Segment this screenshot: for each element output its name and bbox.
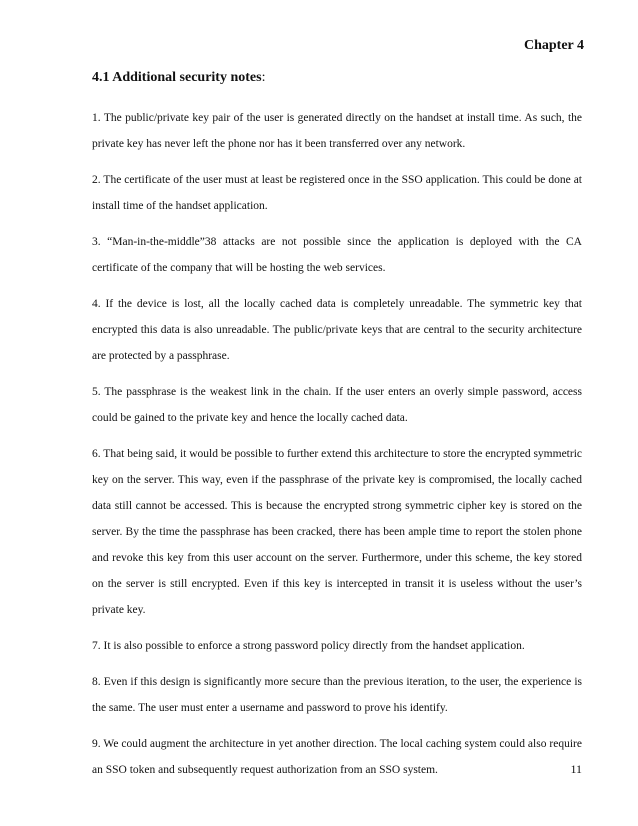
chapter-heading: Chapter 4 bbox=[523, 38, 584, 53]
note-paragraph: 5. The passphrase is the weakest link in the chain. If the user enters an overly simple password, access could be gained to the private key and hence the locally cached data. bbox=[92, 386, 582, 424]
note-paragraph: 9. We could augment the architecture in yet another direction. The local caching system could also require an SSO token and subsequently request authorization from an SSO system. bbox=[92, 738, 582, 776]
note-paragraph: 7. It is also possible to enforce a strong password policy directly from the handset application. bbox=[92, 640, 525, 652]
section-title-colon: : bbox=[261, 70, 266, 85]
note-paragraph: 6. That being said, it would be possible to further extend this architecture to store the encrypted symmetric key on the server. This way, even if the passphrase of the private key is compromised, the locally cached data still cannot be accessed. This is because the encrypted strong symmetric cipher key is stored on the server. By the time the passphrase has been cracked, there has been ample time to report the stolen phone and revoke this key from this user account on the server. Furthermore, under this scheme, the key stored on the server is still encrypted. Even if this key is intercepted in transit it is useless without the user’s private key. bbox=[92, 448, 583, 616]
page-number: 11 bbox=[570, 762, 582, 776]
notes-list bbox=[92, 105, 582, 793]
section-title bbox=[92, 70, 265, 86]
note-paragraph: 4. If the device is lost, all the locally cached data is completely unreadable. The symmetric key that encrypted this data is also unreadable. The public/private keys that are central to the security architecture are protected by a passphrase. bbox=[92, 298, 582, 362]
note-paragraph: 1. The public/private key pair of the user is generated directly on the handset at install time. As such, the private key has never left the phone nor has it been transferred over any network. bbox=[92, 112, 582, 150]
note-paragraph: 2. The certificate of the user must at least be registered once in the SSO application. This could be done at install time of the handset application. bbox=[92, 174, 582, 212]
note-paragraph: 8. Even if this design is significantly more secure than the previous iteration, to the user, the experience is the same. The user must enter a username and password to prove his identify. bbox=[92, 676, 582, 714]
note-paragraph: 3. “Man-in-the-middle”38 attacks are not possible since the application is deployed with the CA certificate of the company that will be hosting the web services. bbox=[92, 236, 582, 274]
section-title-text: 4.1 Additional security notes bbox=[92, 70, 262, 85]
